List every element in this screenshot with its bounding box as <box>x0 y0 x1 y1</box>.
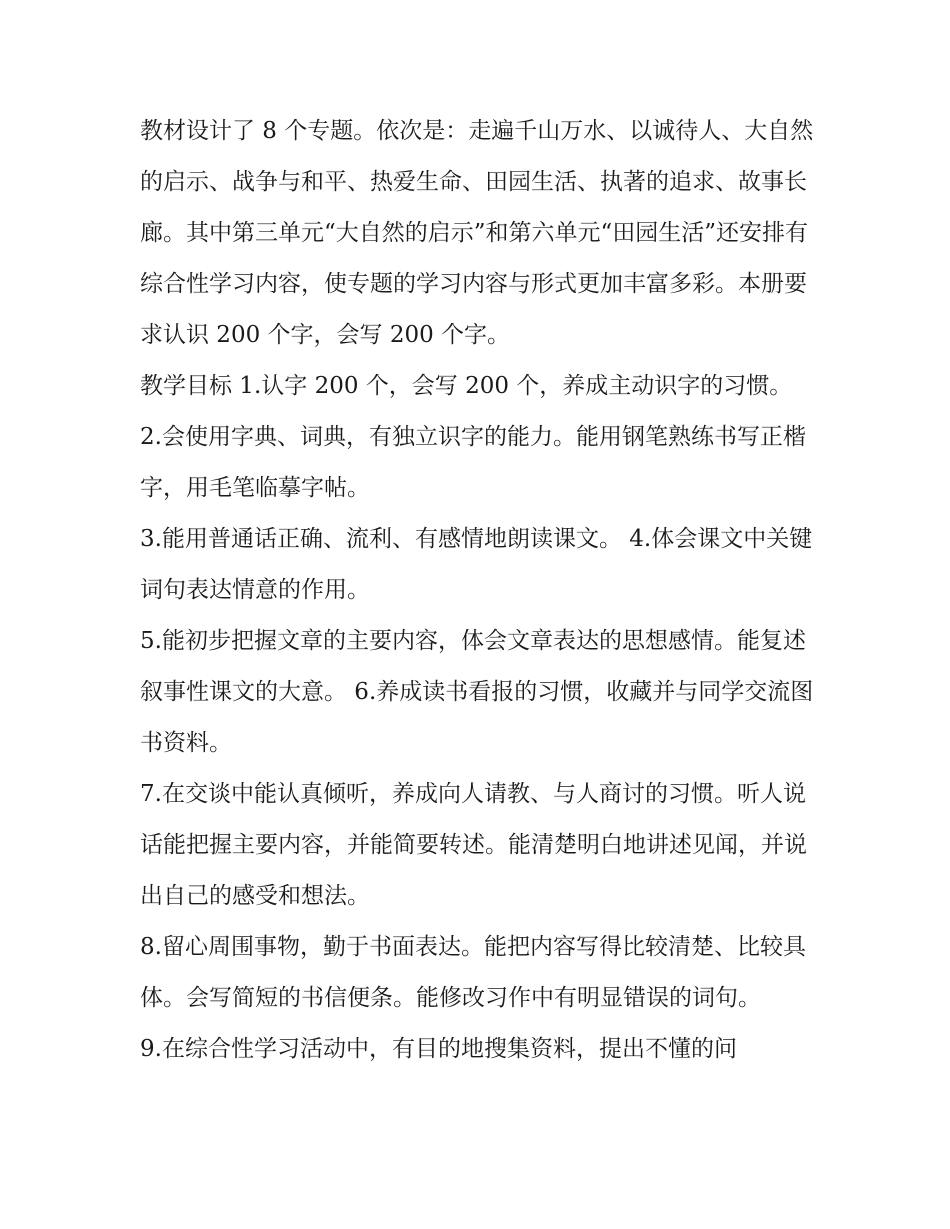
paragraph-goal-2: 2.会使用字典、词典，有独立识字的能力。能用钢笔熟练书写正楷字，用毛笔临摹字帖。 <box>140 424 806 501</box>
paragraph-goal-7: 7.在交谈中能认真倾听，养成向人请教、与人商讨的习惯。听人说话能把握主要内容，并能简要转述。能清楚明白地讲述见闻，并说出自己的感受和想法。 <box>140 781 807 909</box>
paragraph-goal-1: 教学目标 1.认字 200 个，会写 200 个，养成主动识字的习惯。 <box>140 373 793 399</box>
paragraph-goal-3-4: 3.能用普通话正确、流利、有感情地朗读课文。 4.体会课文中关键词句表达情意的作用。 <box>140 526 813 603</box>
paragraph-textbook-topics: 教材设计了 8 个专题。依次是：走遍千山万水、以诚待人、大自然的启示、战争与和平、热爱生命、田园生活、执著的追求、故事长廊。其中第三单元“大自然的启示”和第六单元“田园生活”还安排有综合性学习内容，使专题的学习内容与形式更加丰富多彩。本册要求认识 200 个字，会写 200 个字。 <box>140 118 814 348</box>
paragraph-goal-5-6: 5.能初步把握文章的主要内容，体会文章表达的思想感情。能复述叙事性课文的大意。 6.养成读书看报的习惯，收藏并与同学交流图书资料。 <box>140 628 814 756</box>
paragraph-goal-8: 8.留心周围事物，勤于书面表达。能把内容写得比较清楚、比较具体。会写简短的书信便条。能修改习作中有明显错误的词句。 <box>140 934 806 1011</box>
document-body <box>140 106 820 1075</box>
paragraph-goal-9: 9.在综合性学习活动中，有目的地搜集资料，提出不懂的问 <box>140 1036 737 1062</box>
